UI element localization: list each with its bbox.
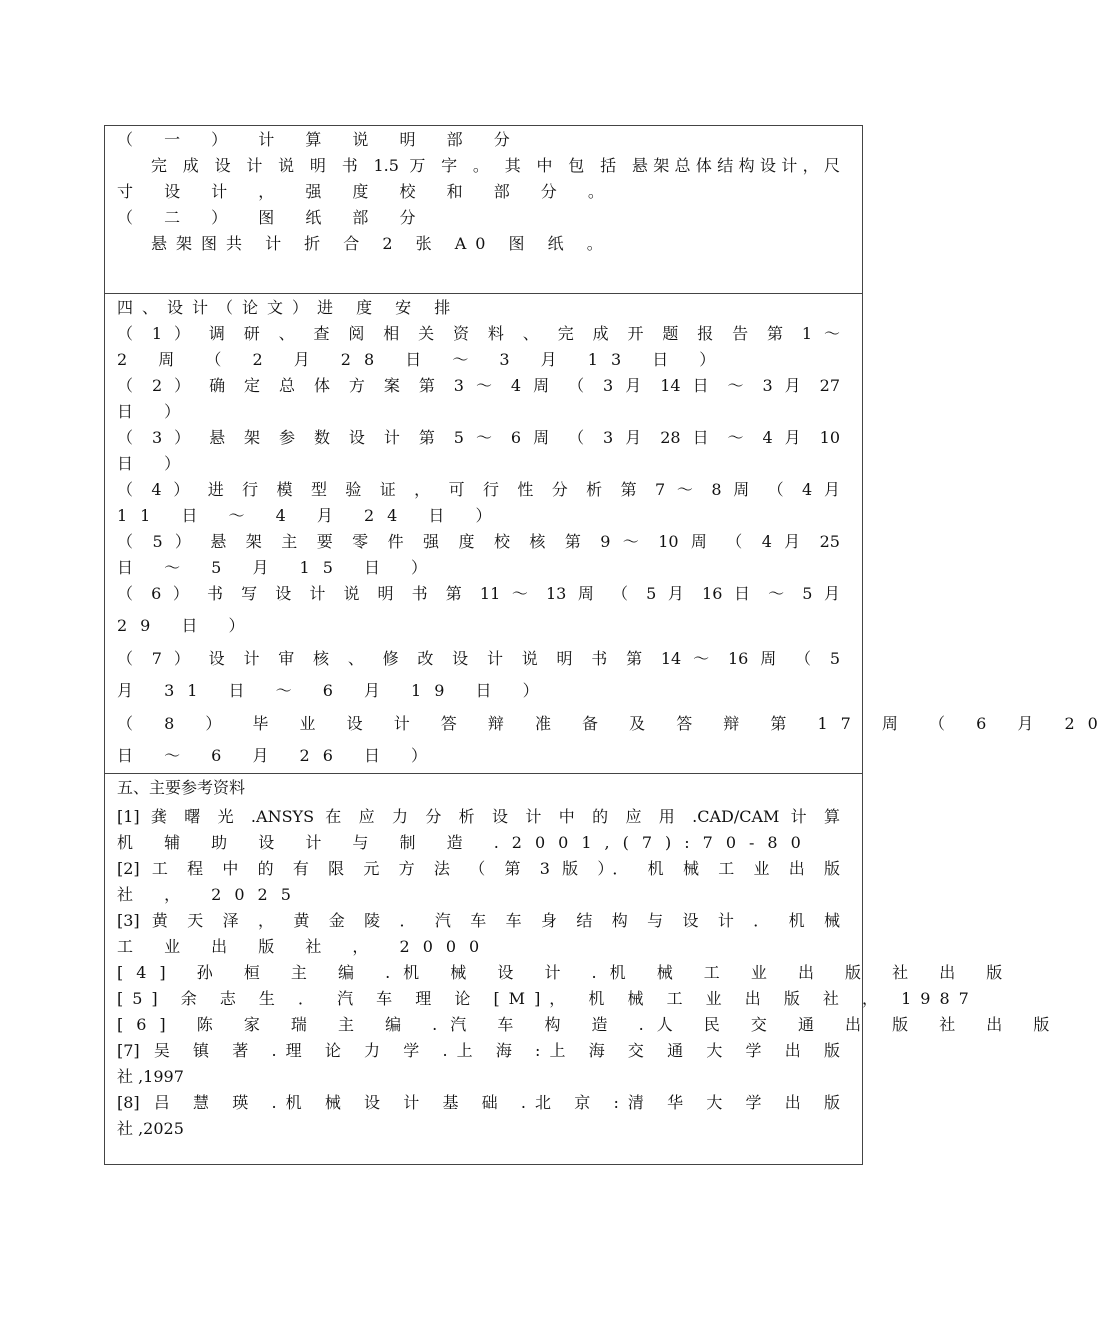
reference-line: 工 业 出 版 社 ， 2000 [117, 937, 493, 956]
schedule-line: 11 日 ～ 4 月 24 日 ） [117, 506, 505, 525]
reference-line: [1] 龚 曙 光 .ANSYS 在 应 力 分 析 设 计 中 的 应 用 .CAD/CAM 计 算 [117, 807, 840, 826]
reference-line: [4] 孙 桓 主 编 .机 械 设 计 .机 械 工 业 出 版 社 出 版 [117, 963, 1016, 982]
reference-line: [8] 吕 慧 瑛 .机 械 设 计 基 础 .北 京 :清 华 大 学 出 版 [117, 1093, 840, 1112]
references-section [105, 773, 1063, 1166]
schedule-line: 日 ） [117, 454, 194, 473]
reference-line: 机 辅 助 设 计 与 制 造 .2001,(7):70-80 [117, 833, 814, 852]
schedule-heading: 四、设计（论文）进 度 安 排 [117, 298, 460, 317]
calc-body-line1: 完 成 设 计 说 明 书 1.5 万 字 。 其 中 包 括 悬架总体结构设计，尺 [151, 156, 840, 175]
schedule-line: （ 8 ） 毕 业 设 计 答 辩 准 备 及 答 辩 第 17 周 （ 6 月 20 [117, 714, 1111, 733]
reference-line: [3] 黄 天 泽 ， 黄 金 陵 ． 汽 车 车 身 结 构 与 设 计 ． 机 械 [117, 911, 840, 930]
schedule-line: （ 1 ） 调 研 、 查 阅 相 关 资 料 、 完 成 开 题 报 告 第 1 ～ [117, 324, 840, 343]
reference-line: [6] 陈 家 瑞 主 编 .汽 车 构 造 .人 民 交 通 出 版 社 出 版 [117, 1015, 1063, 1034]
reference-line: [2] 工 程 中 的 有 限 元 方 法 （ 第 3 版 ）． 机 械 工 业 出 版 [117, 859, 840, 878]
drawing-heading: （ 二 ） 图 纸 部 分 [117, 208, 429, 227]
calc-body-line2: 寸 设 计 ， 强 度 校 和 部 分 。 [117, 182, 617, 201]
schedule-line: （ 5 ） 悬 架 主 要 零 件 强 度 校 核 第 9 ～ 10 周 （ 4 月 25 [117, 532, 840, 551]
schedule-line: （ 3 ） 悬 架 参 数 设 计 第 5 ～ 6 周 （ 3 月 28 日 ～ 4 月 10 [117, 428, 840, 447]
reference-line: [7] 吴 镇 著 .理 论 力 学 .上 海 :上 海 交 通 大 学 出 版 [117, 1041, 840, 1060]
schedule-section [105, 293, 1111, 773]
schedule-line: 日 ） [117, 402, 194, 421]
reference-line: 社 ， 2025 [117, 885, 304, 904]
document-table [104, 125, 1111, 1165]
schedule-line: （ 4 ） 进 行 模 型 验 证 ， 可 行 性 分 析 第 7 ～ 8 周 （ 4 月 [117, 480, 840, 499]
schedule-line: 29 日 ） [117, 616, 258, 635]
calc-heading: （ 一 ） 计 算 说 明 部 分 [117, 130, 523, 149]
schedule-line: 月 31 日 ～ 6 月 19 日 ） [117, 681, 552, 700]
calculation-and-drawing-section [105, 126, 862, 293]
schedule-line: （ 2 ） 确 定 总 体 方 案 第 3 ～ 4 周 （ 3 月 14 日 ～ 3 月 27 [117, 376, 840, 395]
schedule-line: 2 周 （ 2 月 28 日 ～ 3 月 13 日 ） [117, 350, 729, 369]
schedule-line: 日 ～ 5 月 15 日 ） [117, 558, 441, 577]
schedule-line: （ 6 ） 书 写 设 计 说 明 书 第 11 ～ 13 周 （ 5 月 16 日 ～ 5 月 [117, 584, 840, 603]
reference-line: 社 ,2025 [117, 1119, 184, 1138]
reference-line: [5] 余 志 生 ． 汽 车 理 论 [M]， 机 械 工 业 出 版 社 ， 1987 [117, 989, 978, 1008]
reference-line: 社 ,1997 [117, 1067, 184, 1086]
schedule-line: 日 ～ 6 月 26 日 ） [117, 746, 441, 765]
schedule-line: （ 7 ） 设 计 审 核 、 修 改 设 计 说 明 书 第 14 ～ 16 周 （ 5 [117, 649, 840, 668]
drawing-body: 悬架图共 计 折 合 2 张 A0 图 纸 。 [151, 234, 612, 253]
references-heading: 五、主要参考资料 [117, 778, 246, 797]
